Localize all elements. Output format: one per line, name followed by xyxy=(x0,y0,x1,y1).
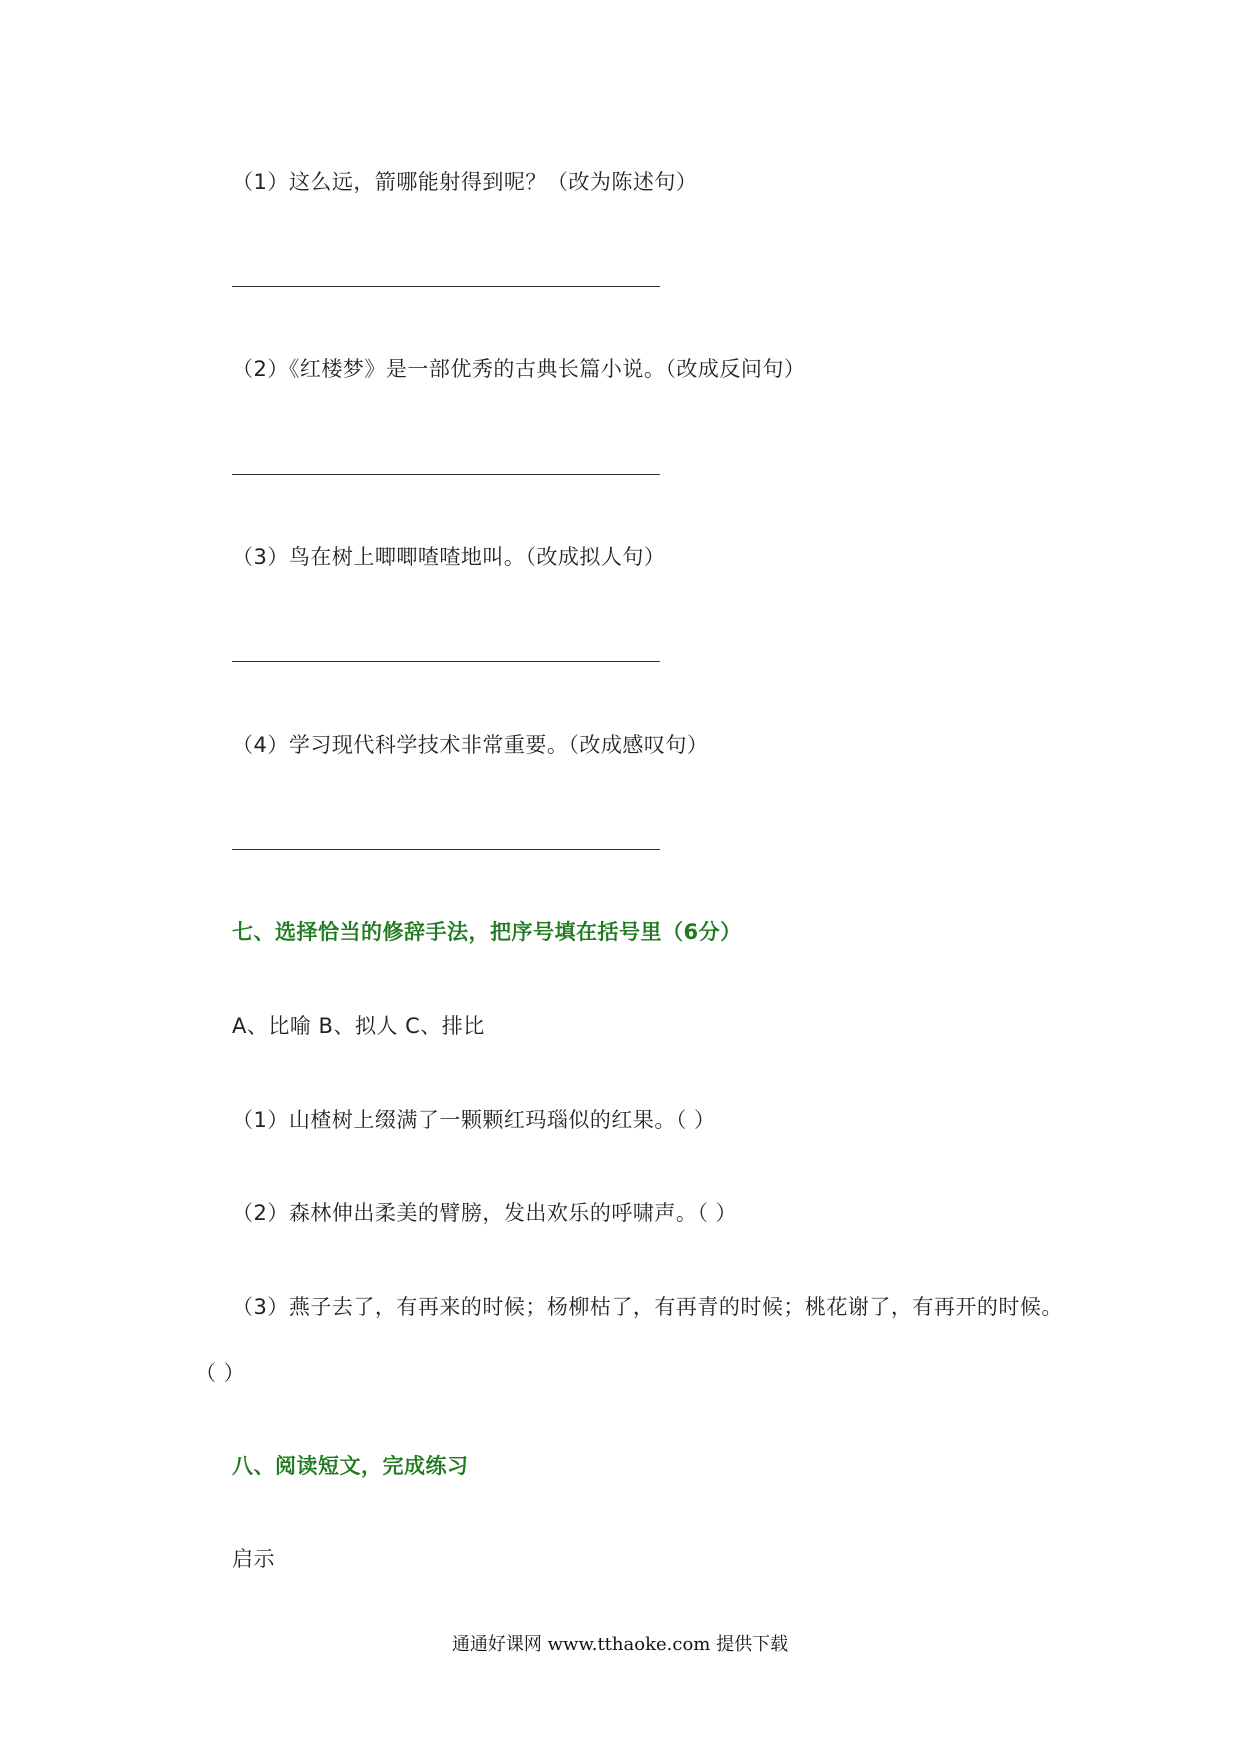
rhetoric-item-1: （1）山楂树上缀满了一颗颗红玛瑙似的红果。（ ） xyxy=(232,1108,716,1132)
rhetoric-item-2: （2）森林伸出柔美的臂膀，发出欢乐的呼啸声。（ ） xyxy=(232,1201,738,1225)
answer-blank-4 xyxy=(232,849,660,850)
rhetoric-options: A、比喻 B、拟人 C、排比 xyxy=(232,1014,485,1038)
answer-blank-1 xyxy=(232,286,660,287)
section-eight-heading: 八、阅读短文，完成练习 xyxy=(232,1454,469,1478)
rewrite-item-3: （3）鸟在树上唧唧喳喳地叫。（改成拟人句） xyxy=(232,545,666,569)
page-footer: 通通好课网 www.tthaoke.com 提供下载 xyxy=(451,1634,789,1655)
rewrite-item-4: （4）学习现代科学技术非常重要。（改成感叹句） xyxy=(232,733,709,757)
rewrite-item-1: （1）这么远，箭哪能射得到呢？（改为陈述句） xyxy=(232,170,698,194)
rhetoric-item-3: （3）燕子去了，有再来的时候；杨柳枯了，有再青的时候；桃花谢了，有再开的时候。 xyxy=(232,1295,1063,1319)
answer-blank-2 xyxy=(232,474,660,475)
rewrite-item-2: （2）《红楼梦》是一部优秀的古典长篇小说。（改成反问句） xyxy=(232,357,806,381)
section-seven-heading: 七、选择恰当的修辞手法，把序号填在括号里（6分） xyxy=(232,920,742,944)
answer-blank-3 xyxy=(232,661,660,662)
passage-title: 启示 xyxy=(232,1547,275,1571)
rhetoric-item-3-answer-brackets: （ ） xyxy=(195,1361,246,1385)
